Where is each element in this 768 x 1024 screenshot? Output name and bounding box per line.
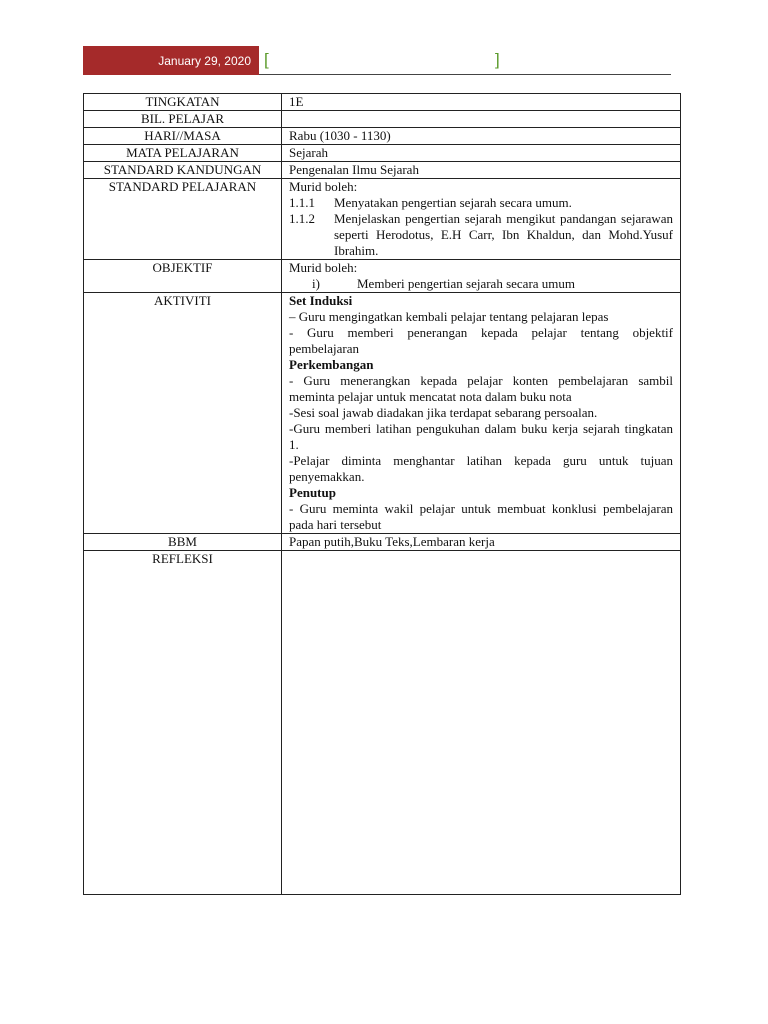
label-mata-pelajaran: MATA PELAJARAN — [84, 145, 282, 162]
title-bracket-close: ] — [495, 50, 500, 69]
list-item — [289, 195, 673, 211]
item-text: Menjelaskan pengertian sejarah mengikut pandangan sejarawan seperti Herodotus, E.H Carr, Ibn Khaldun, dan Mohd.Yusuf Ibrahim. — [334, 211, 673, 258]
item-number: 1.1.2 — [289, 211, 315, 226]
heading-perkembangan: Perkembangan — [289, 357, 374, 372]
item-number: i) — [312, 276, 320, 291]
date-banner — [83, 46, 259, 75]
label-tingkatan: TINGKATAN — [84, 94, 282, 111]
value-bbm: Papan putih,Buku Teks,Lembaran kerja — [282, 534, 681, 551]
value-standard-pelajaran — [282, 179, 681, 260]
row-aktiviti — [84, 293, 681, 534]
title-bracket-open: [ — [264, 50, 269, 69]
page-header — [83, 46, 671, 76]
heading-penutup: Penutup — [289, 485, 336, 500]
label-bil-pelajar: BIL. PELAJAR — [84, 111, 282, 128]
row-hari-masa — [84, 128, 681, 145]
activity-line: -Sesi soal jawab diadakan jika terdapat sebarang persoalan. — [289, 405, 598, 420]
row-standard-pelajaran — [84, 179, 681, 260]
label-hari-masa: HARI//MASA — [84, 128, 282, 145]
item-text: Memberi pengertian sejarah secara umum — [357, 276, 576, 291]
list-item — [289, 211, 673, 259]
value-aktiviti — [282, 293, 681, 534]
value-hari-masa: Rabu (1030 - 1130) — [282, 128, 681, 145]
activity-line: - Guru meminta wakil pelajar untuk membuat konklusi pembelajaran pada hari tersebut — [289, 501, 673, 532]
value-standard-kandungan: Pengenalan Ilmu Sejarah — [282, 162, 681, 179]
standard-pelajaran-intro: Murid boleh: — [289, 179, 358, 194]
label-aktiviti: AKTIVITI — [84, 293, 282, 534]
label-bbm: BBM — [84, 534, 282, 551]
activity-line: - Guru menerangkan kepada pelajar konten pembelajaran sambil meminta pelajar untuk mencatat nota dalam buku nota — [289, 373, 673, 404]
label-objektif: OBJEKTIF — [84, 260, 282, 293]
date-text: January 29, 2020 — [158, 53, 251, 68]
list-item — [289, 276, 673, 292]
objektif-intro: Murid boleh: — [289, 260, 358, 275]
header-rule — [259, 74, 671, 75]
value-tingkatan: 1E — [282, 94, 681, 111]
row-bbm — [84, 534, 681, 551]
row-mata-pelajaran — [84, 145, 681, 162]
activity-line: – Guru mengingatkan kembali pelajar tentang pelajaran lepas — [289, 309, 609, 324]
row-bil-pelajar — [84, 111, 681, 128]
value-objektif — [282, 260, 681, 293]
value-bil-pelajar — [282, 111, 681, 128]
label-standard-pelajaran: STANDARD PELAJARAN — [84, 179, 282, 260]
activity-line: - Guru memberi penerangan kepada pelajar tentang objektif pembelajaran — [289, 325, 673, 356]
item-text: Menyatakan pengertian sejarah secara umum. — [334, 195, 572, 210]
heading-set-induksi: Set Induksi — [289, 293, 353, 308]
row-objektif — [84, 260, 681, 293]
value-mata-pelajaran: Sejarah — [282, 145, 681, 162]
row-tingkatan — [84, 94, 681, 111]
activity-line: -Pelajar diminta menghantar latihan kepada guru untuk tujuan penyemakkan. — [289, 453, 673, 484]
item-number: 1.1.1 — [289, 195, 315, 210]
value-refleksi — [282, 551, 681, 895]
label-refleksi: REFLEKSI — [84, 551, 282, 895]
row-standard-kandungan — [84, 162, 681, 179]
label-standard-kandungan: STANDARD KANDUNGAN — [84, 162, 282, 179]
row-refleksi — [84, 551, 681, 895]
lesson-plan-table — [83, 93, 681, 895]
activity-line: -Guru memberi latihan pengukuhan dalam buku kerja sejarah tingkatan 1. — [289, 421, 673, 452]
